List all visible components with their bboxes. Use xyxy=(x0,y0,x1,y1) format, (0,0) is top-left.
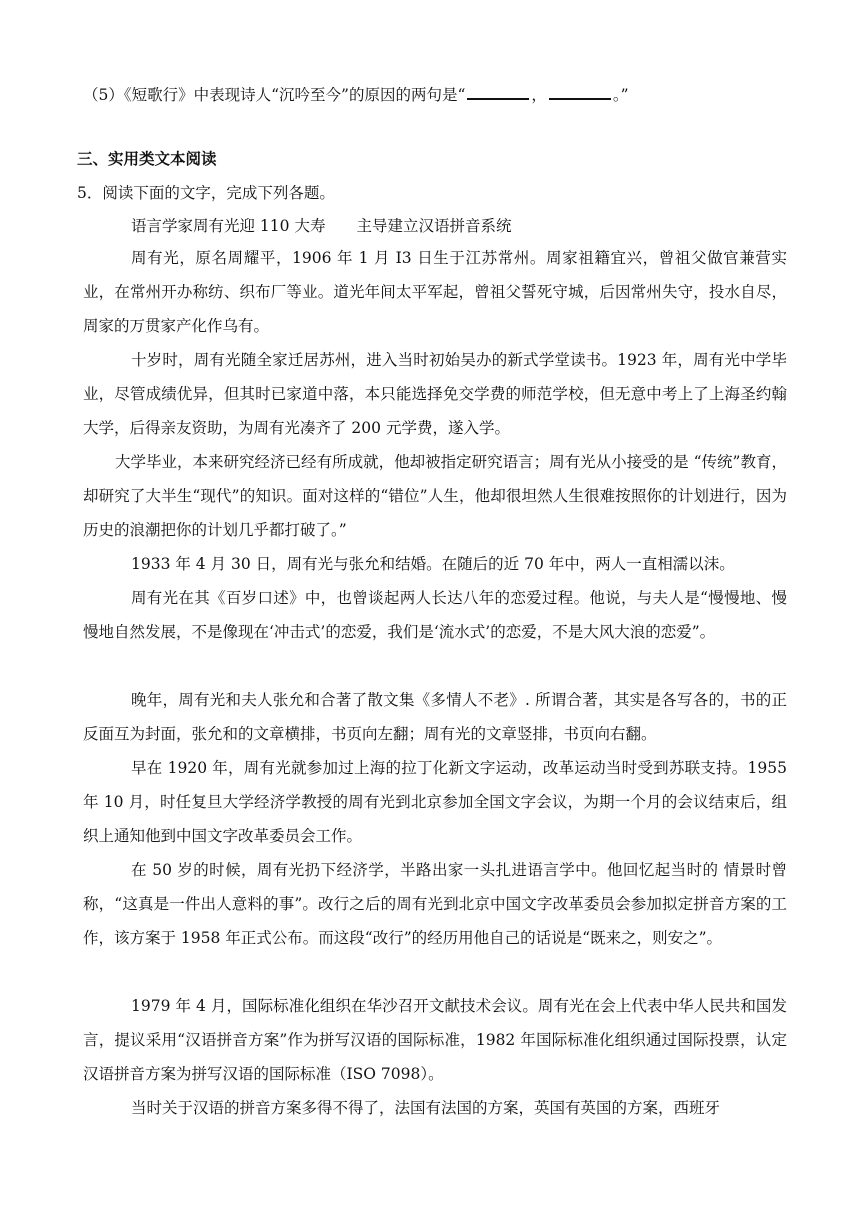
article-paragraph-5: 周有光在其《百岁口述》中，也曾谈起两人长达八年的恋爱过程。他说，与夫人是“慢慢地、慢慢地自然发展，不是像现在‘冲击式’的恋爱，我们是‘流水式’的恋爱，不是大风大浪的恋爱”。 xyxy=(83,589,787,641)
article-paragraph-4: 1933 年 4 月 30 日，周有光与张允和结婚。在随后的近 70 年中，两人一直相濡以沫。 xyxy=(131,555,735,573)
question-intro: 5．阅读下面的文字，完成下列各题。 xyxy=(77,184,335,202)
article-paragraph-8: 在 50 岁的时候，周有光扔下经济学，半路出家一头扎进语言学中。他回忆起当时的 情景时曾称，“这真是一件出人意料的事”。改行之后的周有光到北京中国文字改革委员会参加拟定拼音方案的工作，该方案于 1958 年正式公布。而这段“改行”的经历用他自己的话说是“既来之，则安之”。 xyxy=(83,861,787,947)
q5-suffix: 。” xyxy=(612,86,629,104)
answer-blank-2[interactable] xyxy=(549,84,611,100)
article-paragraph-7: 早在 1920 年，周有光就参加过上海的拉丁化新文字运动，改革运动当时受到苏联支持。1955 年 10 月，时任复旦大学经济学教授的周有光到北京参加全国文字会议，为期一个月的会议结束后，组织上通知他到中国文字改革委员会工作。 xyxy=(83,759,787,845)
question-5-fill-blank xyxy=(83,84,629,105)
article-paragraph-9: 1979 年 4 月，国际标准化组织在华沙召开文献技术会议。周有光在会上代表中华人民共和国发言，提议采用“汉语拼音方案”作为拼写汉语的国际标准，1982 年国际标准化组织通过国际投票，认定汉语拼音方案为拼写汉语的国际标准（ISO 7098）。 xyxy=(83,997,787,1083)
article-paragraph-2: 十岁时，周有光随全家迁居苏州，进入当时初始吴办的新式学堂读书。1923 年，周有光中学毕业，尽管成绩优异，但其时已家道中落，本只能选择免交学费的师范学校，但无意中考上了上海圣约翰大学，后得亲友资助，为周有光凑齐了 200 元学费，遂入学。 xyxy=(83,351,787,437)
q5-comma: ， xyxy=(531,86,547,104)
article-title: 语言学家周有光迎 110 大寿 主导建立汉语拼音系统 xyxy=(131,217,512,235)
q5-prefix: （5）《短歌行》中表现诗人“沉吟至今”的原因的两句是“ xyxy=(83,86,466,104)
article-paragraph-6: 晚年，周有光和夫人张允和合著了散文集《多情人不老》. 所谓合著，其实是各写各的，书的正反面互为封面，张允和的文章横排，书页向左翻；周有光的文章竖排，书页向右翻。 xyxy=(83,691,787,743)
article-paragraph-1: 周有光，原名周耀平，1906 年 1 月 I3 日生于江苏常州。周家祖籍宜兴，曾祖父做官兼营实业，在常州开办称纺、织布厂等业。道光年间太平军起，曾祖父誓死守城，后因常州失守，投水自尽，周家的万贯家产化作乌有。 xyxy=(83,249,787,335)
article-paragraph-10: 当时关于汉语的拼音方案多得不得了，法国有法国的方案，英国有英国的方案，西班牙 xyxy=(131,1099,721,1117)
section-heading: 三、实用类文本阅读 xyxy=(77,149,217,168)
answer-blank-1[interactable] xyxy=(467,84,529,100)
article-paragraph-3: 大学毕业，本来研究经济已经有所成就，他却被指定研究语言；周有光从小接受的是 “传统”教育，却研究了大半生“现代”的知识。面对这样的“错位”人生，他却很坦然人生很难按照你的计划进行，因为历史的浪潮把你的计划几乎都打破了。” xyxy=(83,453,787,539)
